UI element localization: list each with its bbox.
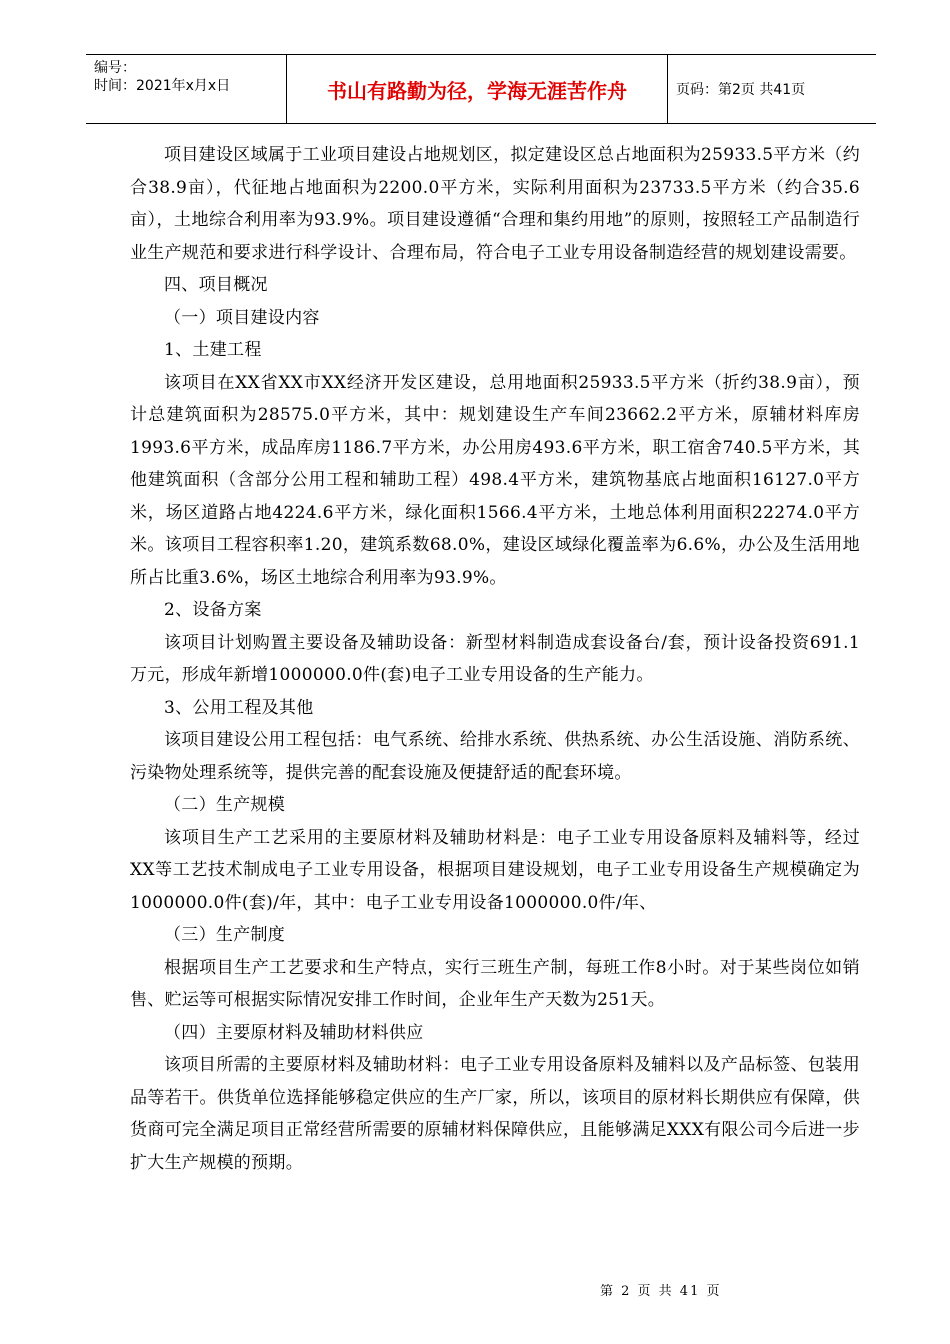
paragraph: 该项目所需的主要原材料及辅助材料：电子工业专用设备原料及辅料以及产品标签、包装用品等若干。供货单位选择能够稳定供应的生产厂家，所以，该项目的原材料长期供应有保障，供货商可完全满足项目正常经营所需要的原辅材料保障供应，且能够满足XXX有限公司今后进一步扩大生产规模的预期。 xyxy=(130,1055,860,1173)
subsection-heading: （三）生产制度 xyxy=(164,925,286,945)
paragraph: 该项目建设公用工程包括：电气系统、给排水系统、供热系统、办公生活设施、消防系统、污染物处理系统等，提供完善的配套设施及便捷舒适的配套环境。 xyxy=(130,730,860,783)
header-motto: 书山有路勤为径，学海无涯苦作舟 xyxy=(286,55,668,123)
document-body xyxy=(130,139,860,1179)
section-heading: 四、项目概况 xyxy=(164,275,268,295)
paragraph: 根据项目生产工艺要求和生产特点，实行三班生产制，每班工作8小时。对于某些岗位如销售、贮运等可根据实际情况安排工作时间，企业年生产天数为251天。 xyxy=(130,957,860,1010)
paragraph: 该项目计划购置主要设备及辅助设备：新型材料制造成套设备台/套，预计设备投资691.1万元，形成年新增1000000.0件(套)电子工业专用设备的生产能力。 xyxy=(130,632,860,685)
number-label: 编号： xyxy=(94,60,136,76)
paragraph: 该项目在XX省XX市XX经济开发区建设，总用地面积25933.5平方米（折约38.9亩），预计总建筑面积为28575.0平方米，其中：规划建设生产车间23662.2平方米，原辅材料库房1993.6平方米，成品库房1186.7平方米，办公用房493.6平方米，职工宿舍740.5平方米，其他建筑面积（含部分公用工程和辅助工程）498.4平方米，建筑物基底占地面积16127.0平方米，场区道路占地4224.6平方米，绿化面积1566.4平方米，土地总体利用面积22274.0平方米。该项目工程容积率1.20，建筑系数68.0%，建设区域绿化覆盖率为6.6%，办公及生活用地所占比重3.6%，场区土地综合利用率为93.9%。 xyxy=(130,372,860,588)
header-meta xyxy=(94,59,294,95)
paragraph: 该项目生产工艺采用的主要原材料及辅助材料是：电子工业专用设备原料及辅料等，经过XX等工艺技术制成电子工业专用设备，根据项目建设规划，电子工业专用设备生产规模确定为1000000.0件(套)/年，其中：电子工业专用设备1000000.0件/年、 xyxy=(130,827,860,913)
date-label: 时间：2021年x月x日 xyxy=(94,78,231,94)
page-footer: 第 2 页 共 41 页 xyxy=(600,1284,722,1299)
subsection-heading: （二）生产规模 xyxy=(164,795,286,815)
item-heading: 1、土建工程 xyxy=(164,340,262,360)
subsection-heading: （一）项目建设内容 xyxy=(164,307,320,328)
header-page-info: 页码：第2页 共41页 xyxy=(676,82,806,98)
paragraph: 项目建设区域属于工业项目建设占地规划区，拟定建设区总占地面积为25933.5平方米（约合38.9亩），代征地占地面积为2200.0平方米，实际利用面积为23733.5平方米（约合35.6亩），土地综合利用率为93.9%。项目建设遵循“合理和集约用地”的原则，按照轻工产品制造行业生产规范和要求进行科学设计、合理布局，符合电子工业专用设备制造经营的规划建设需要。 xyxy=(130,145,860,263)
item-heading: 3、公用工程及其他 xyxy=(164,697,314,718)
subsection-heading: （四）主要原材料及辅助材料供应 xyxy=(164,1022,424,1043)
page-header xyxy=(86,54,876,124)
item-heading: 2、设备方案 xyxy=(164,600,262,620)
